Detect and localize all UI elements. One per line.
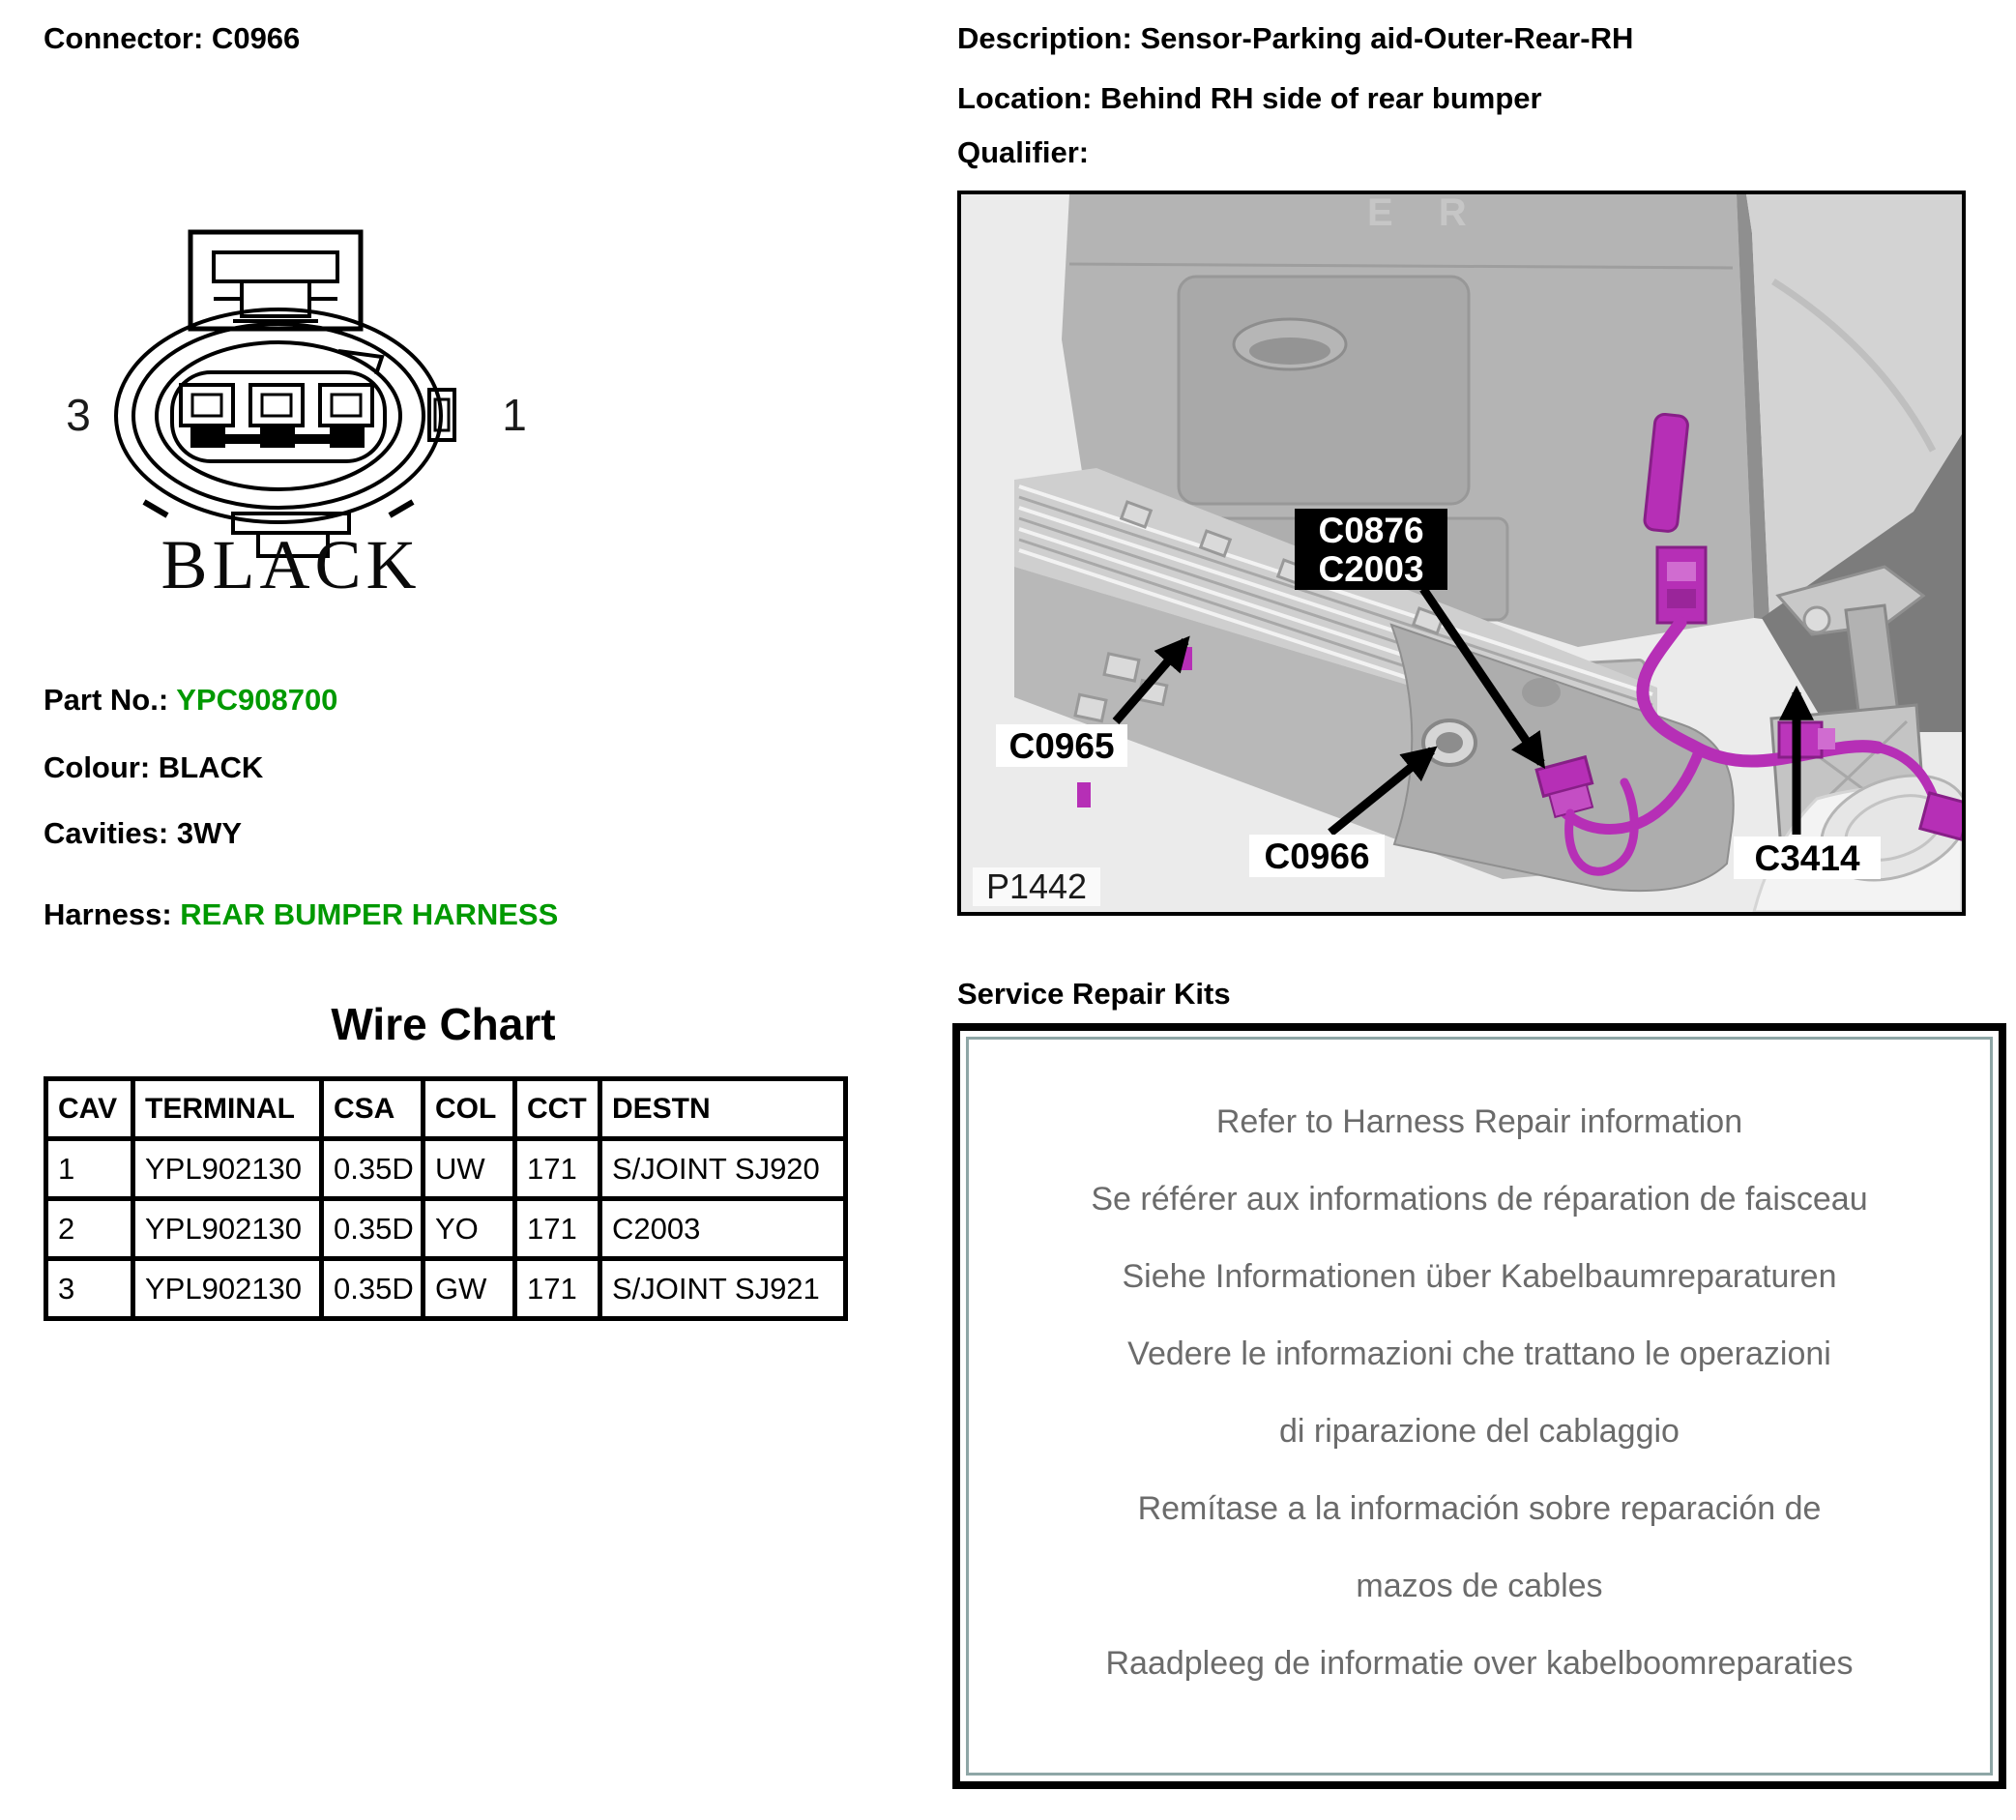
srk-line-fr: Se référer aux informations de réparation de faisceau [1091,1181,1868,1218]
srk-line-es-2: mazos de cables [1356,1568,1603,1604]
harness-line [44,897,558,932]
col-cav: CAV [46,1079,133,1139]
wire-cell: 171 [515,1199,600,1259]
col-terminal: TERMINAL [133,1079,322,1139]
wire-cell: 3 [46,1259,133,1319]
part-no-line [44,683,337,718]
wire-cell: GW [424,1259,515,1319]
service-repair-kits-title: Service Repair Kits [957,977,1231,1011]
wire-cell: YO [424,1199,515,1259]
tailgate-emboss: E R [1367,194,1484,234]
service-repair-kits-box [952,1023,2006,1789]
srk-line-es-1: Remítase a la información sobre reparación de [1137,1490,1822,1527]
colour-line: Colour: BLACK [44,750,264,784]
photo-id-label [973,866,1100,906]
callout-c0965 [996,724,1127,767]
wire-cell: 171 [515,1139,600,1199]
wire-cell: 0.35D [322,1139,424,1199]
srk-line-de: Siehe Informationen über Kabelbaumreparaturen [1122,1258,1837,1295]
part-no-value: YPC908700 [176,683,338,717]
callout-c3414 [1734,837,1881,879]
srk-line-it-1: Vedere le informazioni che trattano le operazioni [1127,1336,1831,1372]
connector-colour-label: BLACK [161,526,422,603]
table-row [46,1199,846,1259]
wire-cell: S/JOINT SJ921 [600,1259,846,1319]
qualifier-line: Qualifier: [957,135,1090,169]
callout-c0966-text: C0966 [1264,837,1370,876]
callout-c2003-text: C2003 [1318,549,1424,589]
table-row [46,1259,846,1319]
wire-chart-title: Wire Chart [331,999,556,1049]
wire-cell: S/JOINT SJ920 [600,1139,846,1199]
connector-title: Connector: C0966 [44,21,301,55]
wire-cell: YPL902130 [133,1139,322,1199]
pin-1-label: 1 [502,390,527,440]
srk-line-en: Refer to Harness Repair information [1215,1103,1743,1140]
wire-cell: 2 [46,1199,133,1259]
vehicle-location-figure [957,191,1966,916]
wire-cell: YPL902130 [133,1199,322,1259]
table-row [46,1139,846,1199]
wire-cell: 171 [515,1259,600,1319]
terminal-bars [190,426,365,448]
wire-cell: 0.35D [322,1199,424,1259]
wire-cell: 0.35D [322,1259,424,1319]
col-col: COL [424,1079,515,1139]
location-line: Location: Behind RH side of rear bumper [957,81,1542,115]
vehicle-rear-illustration [961,194,1962,912]
description-line: Description: Sensor-Parking aid-Outer-Rear-RH [957,21,1634,55]
connector-pinout-diagram [44,227,541,624]
harness-label: Harness: [44,897,181,931]
callout-c3414-text: C3414 [1754,838,1860,878]
service-repair-kits-inner-border [966,1037,1993,1776]
callout-c0876-text: C0876 [1318,511,1424,550]
srk-line-nl: Raadpleeg de informatie over kabelboomreparaties [1105,1645,1854,1682]
callout-c0876-c2003 [1295,509,1447,590]
table-header-row [46,1079,846,1139]
col-csa: CSA [322,1079,424,1139]
col-cct: CCT [515,1079,600,1139]
wire-chart-table [44,1076,848,1321]
callout-c0966 [1249,835,1385,877]
plate-recess [1179,277,1469,504]
srk-line-it-2: di riparazione del cablaggio [1279,1413,1680,1450]
harness-value: REAR BUMPER HARNESS [180,897,559,931]
wire-cell: YPL902130 [133,1259,322,1319]
callout-c0965-text: C0965 [1008,726,1115,766]
wire-cell: 1 [46,1139,133,1199]
part-no-label: Part No.: [44,683,177,717]
wire-cell: C2003 [600,1199,846,1259]
col-destn: DESTN [600,1079,846,1139]
photo-id-text: P1442 [985,866,1088,906]
wire-cell: UW [424,1139,515,1199]
pin-3-label: 3 [66,390,91,440]
cavities-line: Cavities: 3WY [44,816,243,850]
